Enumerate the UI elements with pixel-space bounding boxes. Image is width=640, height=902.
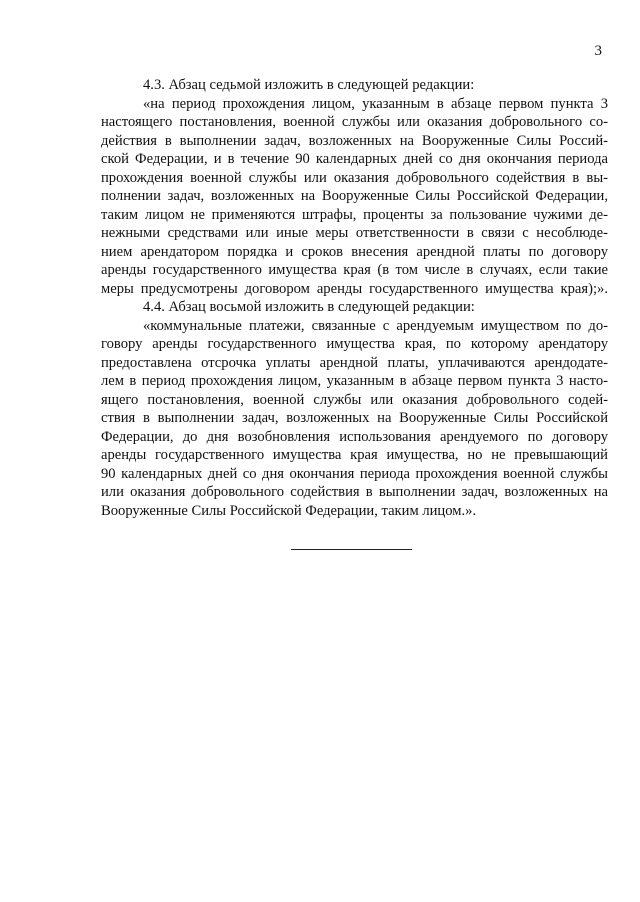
text-line: говору аренды государственного имущества края, по которому арендатору [101, 336, 608, 352]
text-line: ской Федерации, и в течение 90 календарных дней со дня окончания периода [101, 151, 608, 167]
text-line: ящего постановления, военной службы или оказания добровольного содей- [101, 391, 608, 408]
text-line: прохождения военной службы или оказания добровольного содействия в вы- [101, 169, 608, 186]
end-divider-line [291, 549, 412, 550]
text-line: действия в выполнении задач, возложенных на Вооруженные Силы Россий- [101, 132, 608, 149]
section-heading-4-3: 4.3. Абзац седьмой изложить в следующей редакции: [143, 77, 475, 93]
text-line: аренды государственного имущества края имущества, но не превышающий [101, 447, 608, 463]
document-body [101, 76, 608, 520]
paragraph-4-4 [101, 317, 608, 521]
text-line: таким лицом не применяются штрафы, проценты за пользование чужими де- [101, 206, 608, 223]
text-line: Федерации, до дня возобновления использования арендуемого по договору [101, 428, 608, 445]
text-line: или оказания добровольного содействия в выполнении задач, возложенных на [101, 484, 608, 500]
text-line: «коммунальные платежи, связанные с арендуемым имуществом по до- [143, 317, 608, 334]
text-line: полнении задач, возложенных на Вооруженные Силы Российской Федерации, [101, 188, 608, 204]
page-number: 3 [594, 43, 602, 59]
text-line: нежными средствами или иные меры ответственности в связи с несоблюде- [101, 225, 608, 241]
text-line: «на период прохождения лицом, указанным в абзаце первом пункта 3 [143, 95, 608, 112]
text-line: Вооруженные Силы Российской Федерации, таким лицом.». [101, 502, 477, 519]
text-line: 90 календарных дней со дня окончания периода прохождения военной службы [101, 465, 608, 482]
paragraph-4-3 [101, 95, 608, 299]
text-line: меры предусмотрены договором аренды государственного имущества края);». [101, 280, 608, 297]
text-line: предоставлена отсрочка уплаты арендной платы, уплачиваются арендодате- [101, 354, 608, 371]
text-line: ствия в выполнении задач, возложенных на Вооруженные Силы Российской [101, 410, 608, 426]
text-line: аренды государственного имущества края (в том числе в случаях, если такие [101, 262, 608, 278]
text-line: нием арендатором порядка и сроков внесения арендной платы по договору [101, 243, 608, 260]
section-heading-4-4: 4.4. Абзац восьмой изложить в следующей редакции: [143, 299, 475, 315]
text-line: настоящего постановления, военной службы или оказания добровольного со- [101, 114, 608, 130]
text-line: лем в период прохождения лицом, указанным в абзаце первом пункта 3 насто- [101, 373, 608, 389]
